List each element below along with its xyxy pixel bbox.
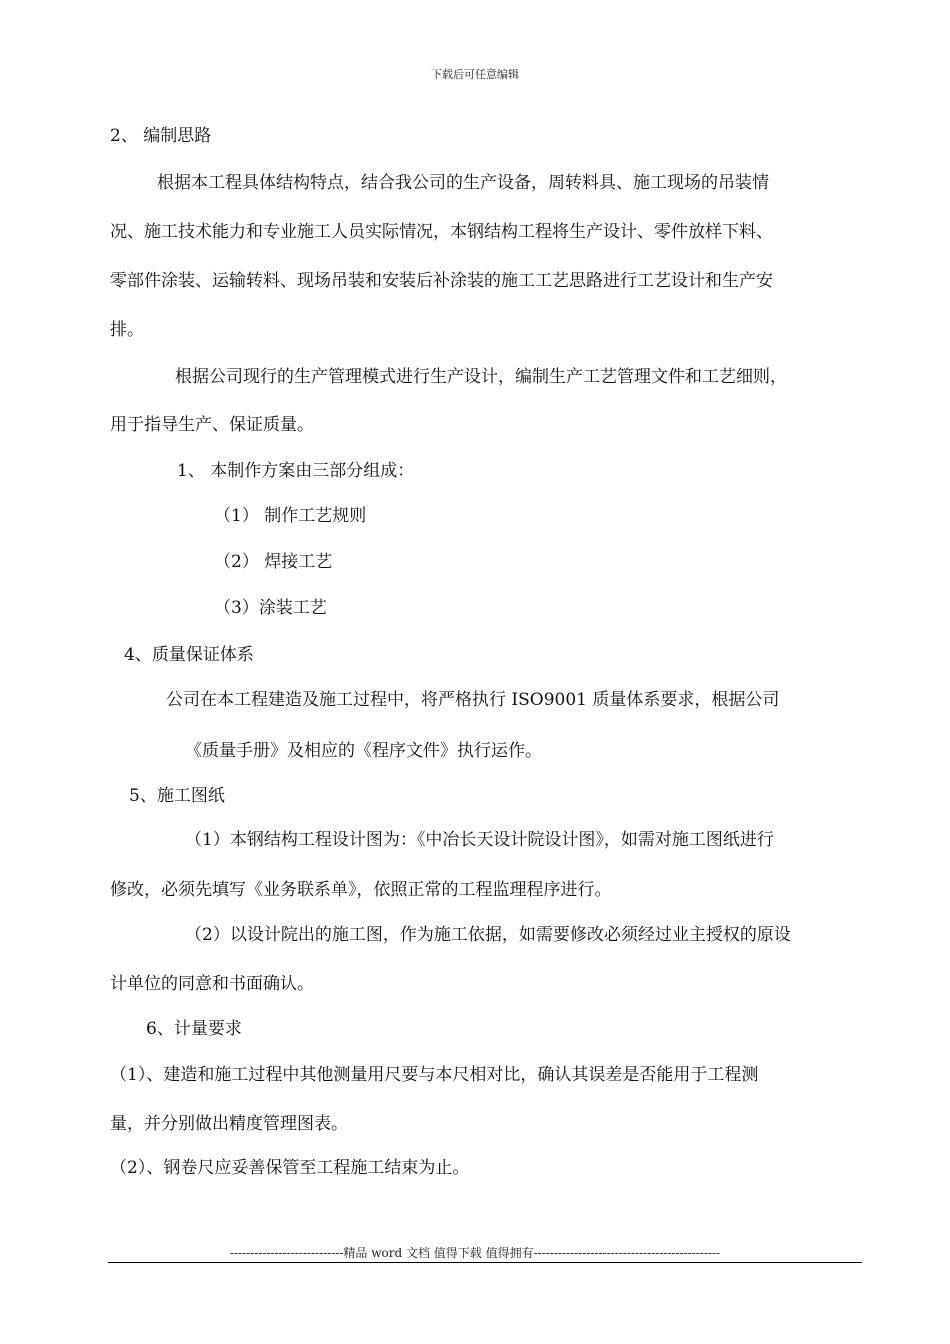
footer-text: ----------------------------精品 word 文档 值得下载 值得拥有----------------------------------------------	[229, 1246, 721, 1260]
paragraph-3-line-2: 《质量手册》及相应的《程序文件》执行运作。	[185, 741, 542, 761]
paragraph-3-line-1: 公司在本工程建造及施工过程中，将严格执行 ISO9001 质量体系要求，根据公司	[166, 690, 780, 710]
paragraph-2-line-1: 根据公司现行的生产管理模式进行生产设计，编制生产工艺管理文件和工艺细则，	[175, 367, 787, 387]
paragraph-1-line-3: 零部件涂装、运输转料、现场吊装和安装后补涂装的施工工艺思路进行工艺设计和生产安	[110, 271, 773, 291]
paragraph-4-line-2: 修改，必须先填写《业务联系单》，依照正常的工程监理程序进行。	[110, 880, 612, 900]
list-item-2: （2） 焊接工艺	[214, 552, 333, 572]
list-item-3: （3）涂装工艺	[214, 598, 327, 618]
paragraph-5-line-1: （2）以设计院出的施工图，作为施工依据，如需要修改必须经过业主授权的原设	[185, 925, 791, 945]
header-note: 下载后可任意编辑	[431, 68, 519, 81]
paragraph-6-line-2: 量，并分别做出精度管理图表。	[110, 1114, 348, 1134]
paragraph-1-line-2: 况、施工技术能力和专业施工人员实际情况，本钢结构工程将生产设计、零件放样下料、	[110, 222, 773, 242]
paragraph-6-line-1: （1）、建造和施工过程中其他测量用尺要与本尺相对比，确认其误差是否能用于工程测	[110, 1065, 759, 1085]
paragraph-2-line-2: 用于指导生产、保证质量。	[110, 415, 314, 435]
footer-rule	[108, 1262, 862, 1263]
paragraph-1-line-1: 根据本工程具体结构特点，结合我公司的生产设备，周转料具、施工现场的吊装情	[157, 173, 769, 193]
section-heading-5: 5、施工图纸	[129, 786, 225, 806]
section-heading-2: 2、 编制思路	[110, 126, 212, 146]
paragraph-1-line-4: 排。	[110, 320, 144, 340]
list-item-1: （1） 制作工艺规则	[214, 506, 367, 526]
paragraph-4-line-1: （1）本钢结构工程设计图为：《中冶长天设计院设计图》，如需对施工图纸进行	[185, 830, 774, 850]
section-heading-6: 6、计量要求	[146, 1019, 242, 1039]
paragraph-5-line-2: 计单位的同意和书面确认。	[110, 974, 314, 994]
paragraph-7-line-1: （2）、钢卷尺应妥善保管至工程施工结束为止。	[110, 1158, 470, 1178]
section-heading-4: 4、质量保证体系	[124, 645, 254, 665]
list-intro: 1、 本制作方案由三部分组成：	[177, 461, 415, 481]
